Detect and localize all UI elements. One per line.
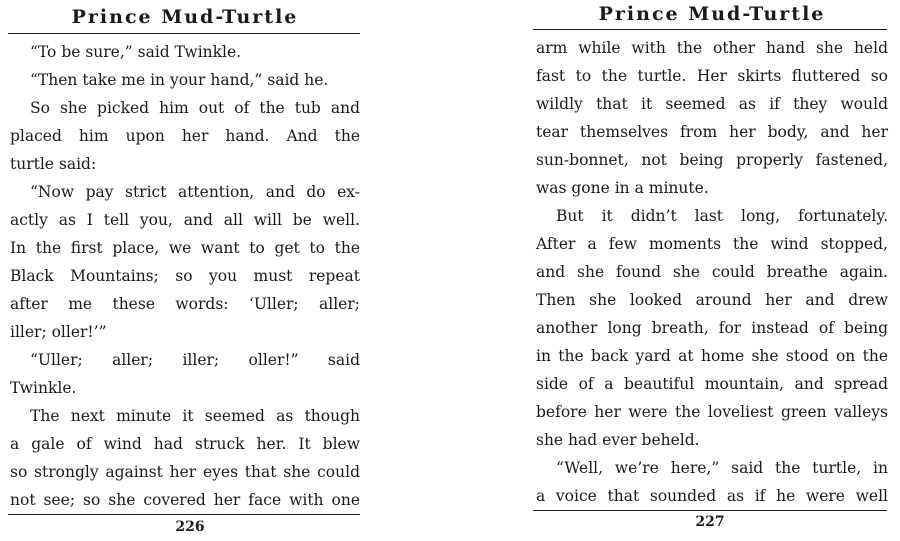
right-running-head: Prince Mud-Turtle — [598, 3, 826, 25]
text-line: “To be sure,” said Twinkle. — [30, 43, 242, 61]
text-line: iller; oller!’” — [10, 323, 107, 341]
text-line: “Now pay strict attention, and do ex- — [30, 183, 360, 201]
text-line: actly as I tell you, and all will be well. — [10, 211, 360, 229]
left-footer-rule — [8, 514, 360, 515]
text-line: fast to the turtle. Her skirts fluttered so — [536, 67, 888, 85]
text-line: before her were the loveliest green valleys — [536, 403, 888, 421]
text-line: was gone in a minute. — [536, 179, 709, 197]
right-page — [450, 0, 900, 541]
text-line: placed him upon her hand. And the — [10, 127, 360, 145]
text-line: turtle said: — [10, 155, 97, 173]
text-line: But it didn’t last long, fortunately. — [556, 207, 888, 225]
left-page-text — [10, 38, 360, 514]
text-line: not see; so she covered her face with one — [10, 491, 360, 509]
right-page-text — [536, 34, 888, 510]
left-header-rule — [8, 33, 360, 34]
text-line: she had ever beheld. — [536, 431, 700, 449]
right-header-rule — [533, 29, 887, 30]
text-line: Black Mountains; so you must repeat — [10, 267, 360, 285]
text-line: After a few moments the wind stopped, — [536, 235, 888, 253]
text-line: and she found she could breathe again. — [536, 263, 888, 281]
left-running-head: Prince Mud-Turtle — [71, 6, 299, 28]
text-line: in the back yard at home she stood on the — [536, 347, 888, 365]
text-line: Twinkle. — [10, 379, 77, 397]
text-line: so strongly against her eyes that she could — [10, 463, 360, 481]
text-line: sun-bonnet, not being properly fastened, — [536, 151, 888, 169]
text-line: after me these words: ‘Uller; aller; — [10, 295, 360, 313]
text-line: “Well, we’re here,” said the turtle, in — [556, 459, 888, 477]
text-line: another long breath, for instead of being — [536, 319, 888, 337]
text-line: “Uller; aller; iller; oller!” said — [30, 351, 360, 369]
text-line: Then she looked around her and drew — [536, 291, 888, 309]
text-line: a gale of wind had struck her. It blew — [10, 435, 360, 453]
text-line: The next minute it seemed as though — [30, 407, 360, 425]
text-line: tear themselves from her body, and her — [536, 123, 888, 141]
text-line: arm while with the other hand she held — [536, 39, 888, 57]
text-line: “Then take me in your hand,” said he. — [30, 71, 329, 89]
text-line: In the first place, we want to get to the — [10, 239, 360, 257]
text-line: a voice that sounded as if he were well — [536, 487, 888, 505]
text-line: wildly that it seemed as if they would — [536, 95, 888, 113]
text-line: So she picked him out of the tub and — [30, 99, 360, 117]
right-page-number: 227 — [695, 514, 725, 530]
right-footer-rule — [533, 510, 887, 511]
text-line: side of a beautiful mountain, and spread — [536, 375, 888, 393]
left-page-number: 226 — [175, 519, 205, 535]
